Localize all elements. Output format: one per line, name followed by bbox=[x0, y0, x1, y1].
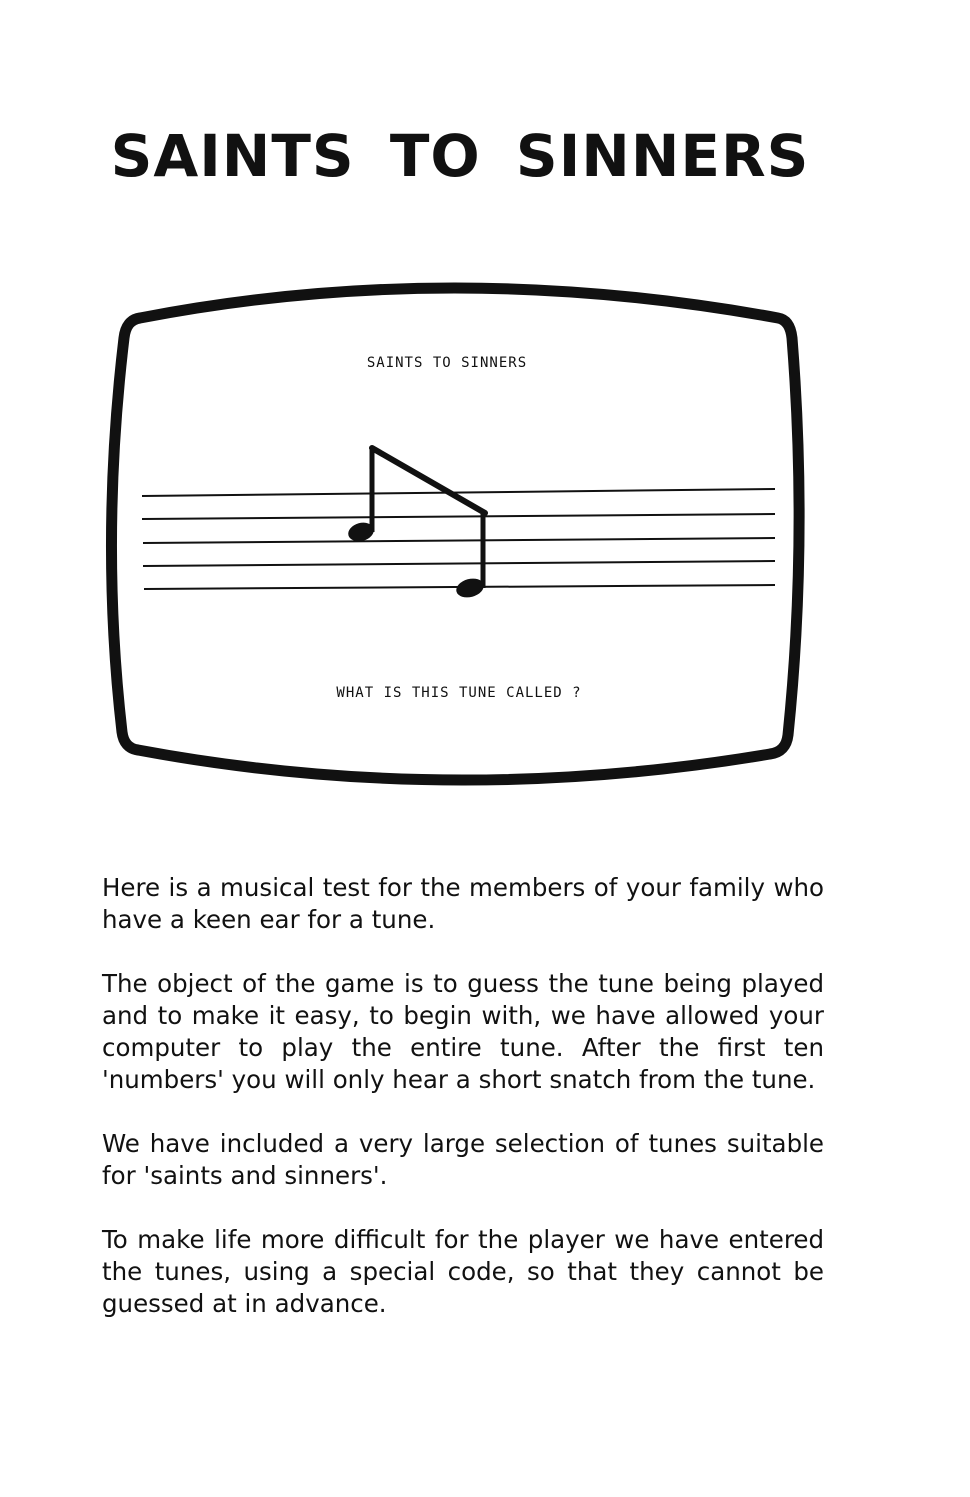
paragraph: We have included a very large selection of tunes suitable for 'saints and sinners'. bbox=[102, 1129, 824, 1190]
staff-line bbox=[142, 514, 775, 519]
music-staff bbox=[142, 489, 775, 589]
music-note-icon bbox=[346, 448, 486, 600]
paragraph: The object of the game is to guess the tune being played and to make it easy, to begin with, we have allowed your computer to play the entire tune. After the first ten 'numbers' you will only hear a short snatch from the tune. bbox=[102, 969, 824, 1094]
note-beam bbox=[372, 448, 485, 513]
body-text bbox=[102, 872, 824, 1352]
staff-line bbox=[143, 538, 775, 543]
staff-line bbox=[143, 561, 775, 566]
screen-heading: SAINTS TO SINNERS bbox=[366, 355, 528, 371]
screen-prompt: WHAT IS THIS TUNE CALLED ? bbox=[336, 685, 582, 701]
paragraph: Here is a musical test for the members of your family who have a keen ear for a tune. bbox=[102, 873, 824, 934]
paragraph: To make life more difficult for the player we have entered the tunes, using a special code, so that they cannot be guessed at in advance. bbox=[102, 1225, 824, 1318]
page-title: SAINTS TO SINNERS bbox=[110, 122, 810, 190]
